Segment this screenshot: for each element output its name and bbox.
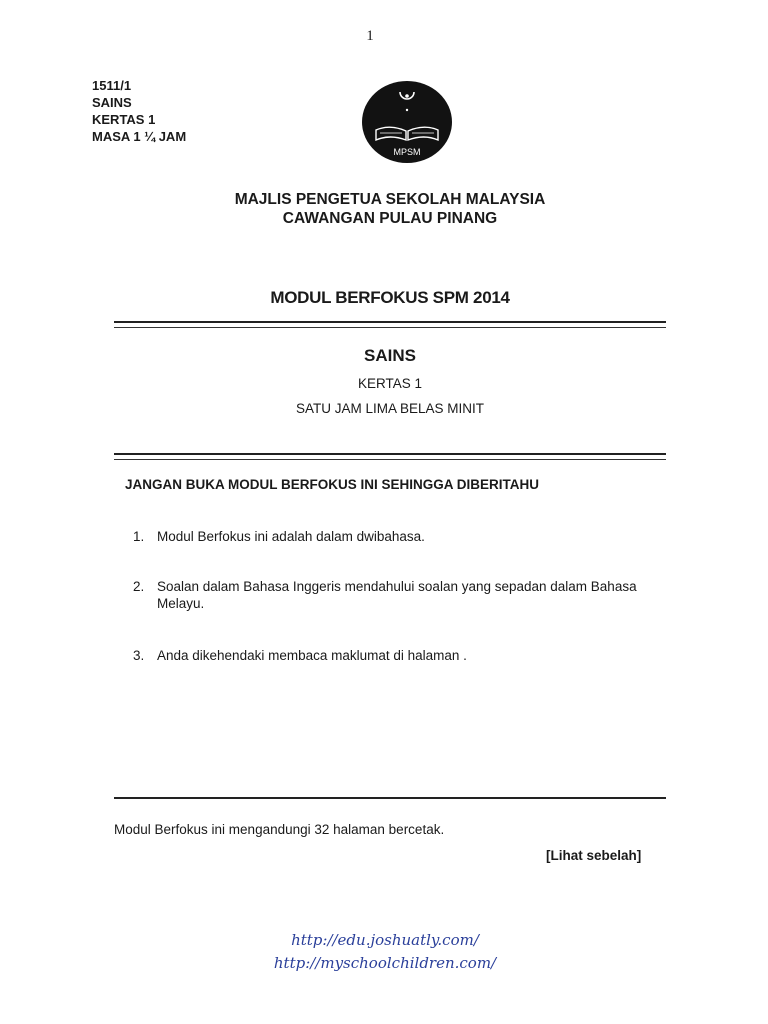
paper-code: 1511/1 (92, 78, 132, 93)
paper-info (92, 77, 186, 145)
logo-text: MPSM (393, 147, 421, 157)
divider (114, 453, 666, 455)
page-count-note: Modul Berfokus ini mengandungi 32 halaman bercetak. (114, 822, 445, 837)
instruction-text: Anda dikehendaki membaca maklumat di halaman . (157, 648, 467, 663)
instruction-number: 1. (133, 529, 145, 544)
instruction-item (133, 647, 647, 664)
subject-short: SAINS (92, 95, 132, 110)
exam-subject: SAINS (364, 346, 416, 365)
module-title: MODUL BERFOKUS SPM 2014 (270, 288, 510, 307)
website-link[interactable]: http://myschoolchildren.com/ (273, 954, 497, 972)
exam-paper: KERTAS 1 (357, 376, 423, 391)
exam-time: MASA 1 ¼ JAM (92, 129, 187, 144)
turn-over-note: [Lihat sebelah] (546, 848, 642, 863)
exam-duration: SATU JAM LIMA BELAS MINIT (295, 401, 485, 416)
divider (114, 797, 666, 799)
instruction-number: 2. (133, 579, 145, 594)
page-number: 1 (366, 28, 374, 44)
instruction-text: Soalan dalam Bahasa Inggeris mendahului soalan yang sepadan dalam Bahasa Melayu. (157, 579, 637, 611)
organization-name (0, 190, 768, 228)
organization-line-2: CAWANGAN PULAU PINANG (282, 210, 498, 227)
divider (114, 459, 666, 460)
divider (114, 321, 666, 323)
instruction-text: Modul Berfokus ini adalah dalam dwibahasa. (157, 529, 425, 544)
instruction-item (133, 528, 647, 545)
website-link[interactable]: http://edu.joshuatly.com/ (291, 931, 479, 949)
organization-line-1: MAJLIS PENGETUA SEKOLAH MALAYSIA (234, 191, 546, 208)
paper-short: KERTAS 1 (92, 112, 156, 127)
mpsm-logo (360, 80, 454, 164)
warning-notice: JANGAN BUKA MODUL BERFOKUS INI SEHINGGA DIBERITAHU (125, 477, 540, 492)
instruction-number: 3. (133, 648, 145, 663)
instruction-item (133, 578, 647, 612)
divider (114, 327, 666, 328)
